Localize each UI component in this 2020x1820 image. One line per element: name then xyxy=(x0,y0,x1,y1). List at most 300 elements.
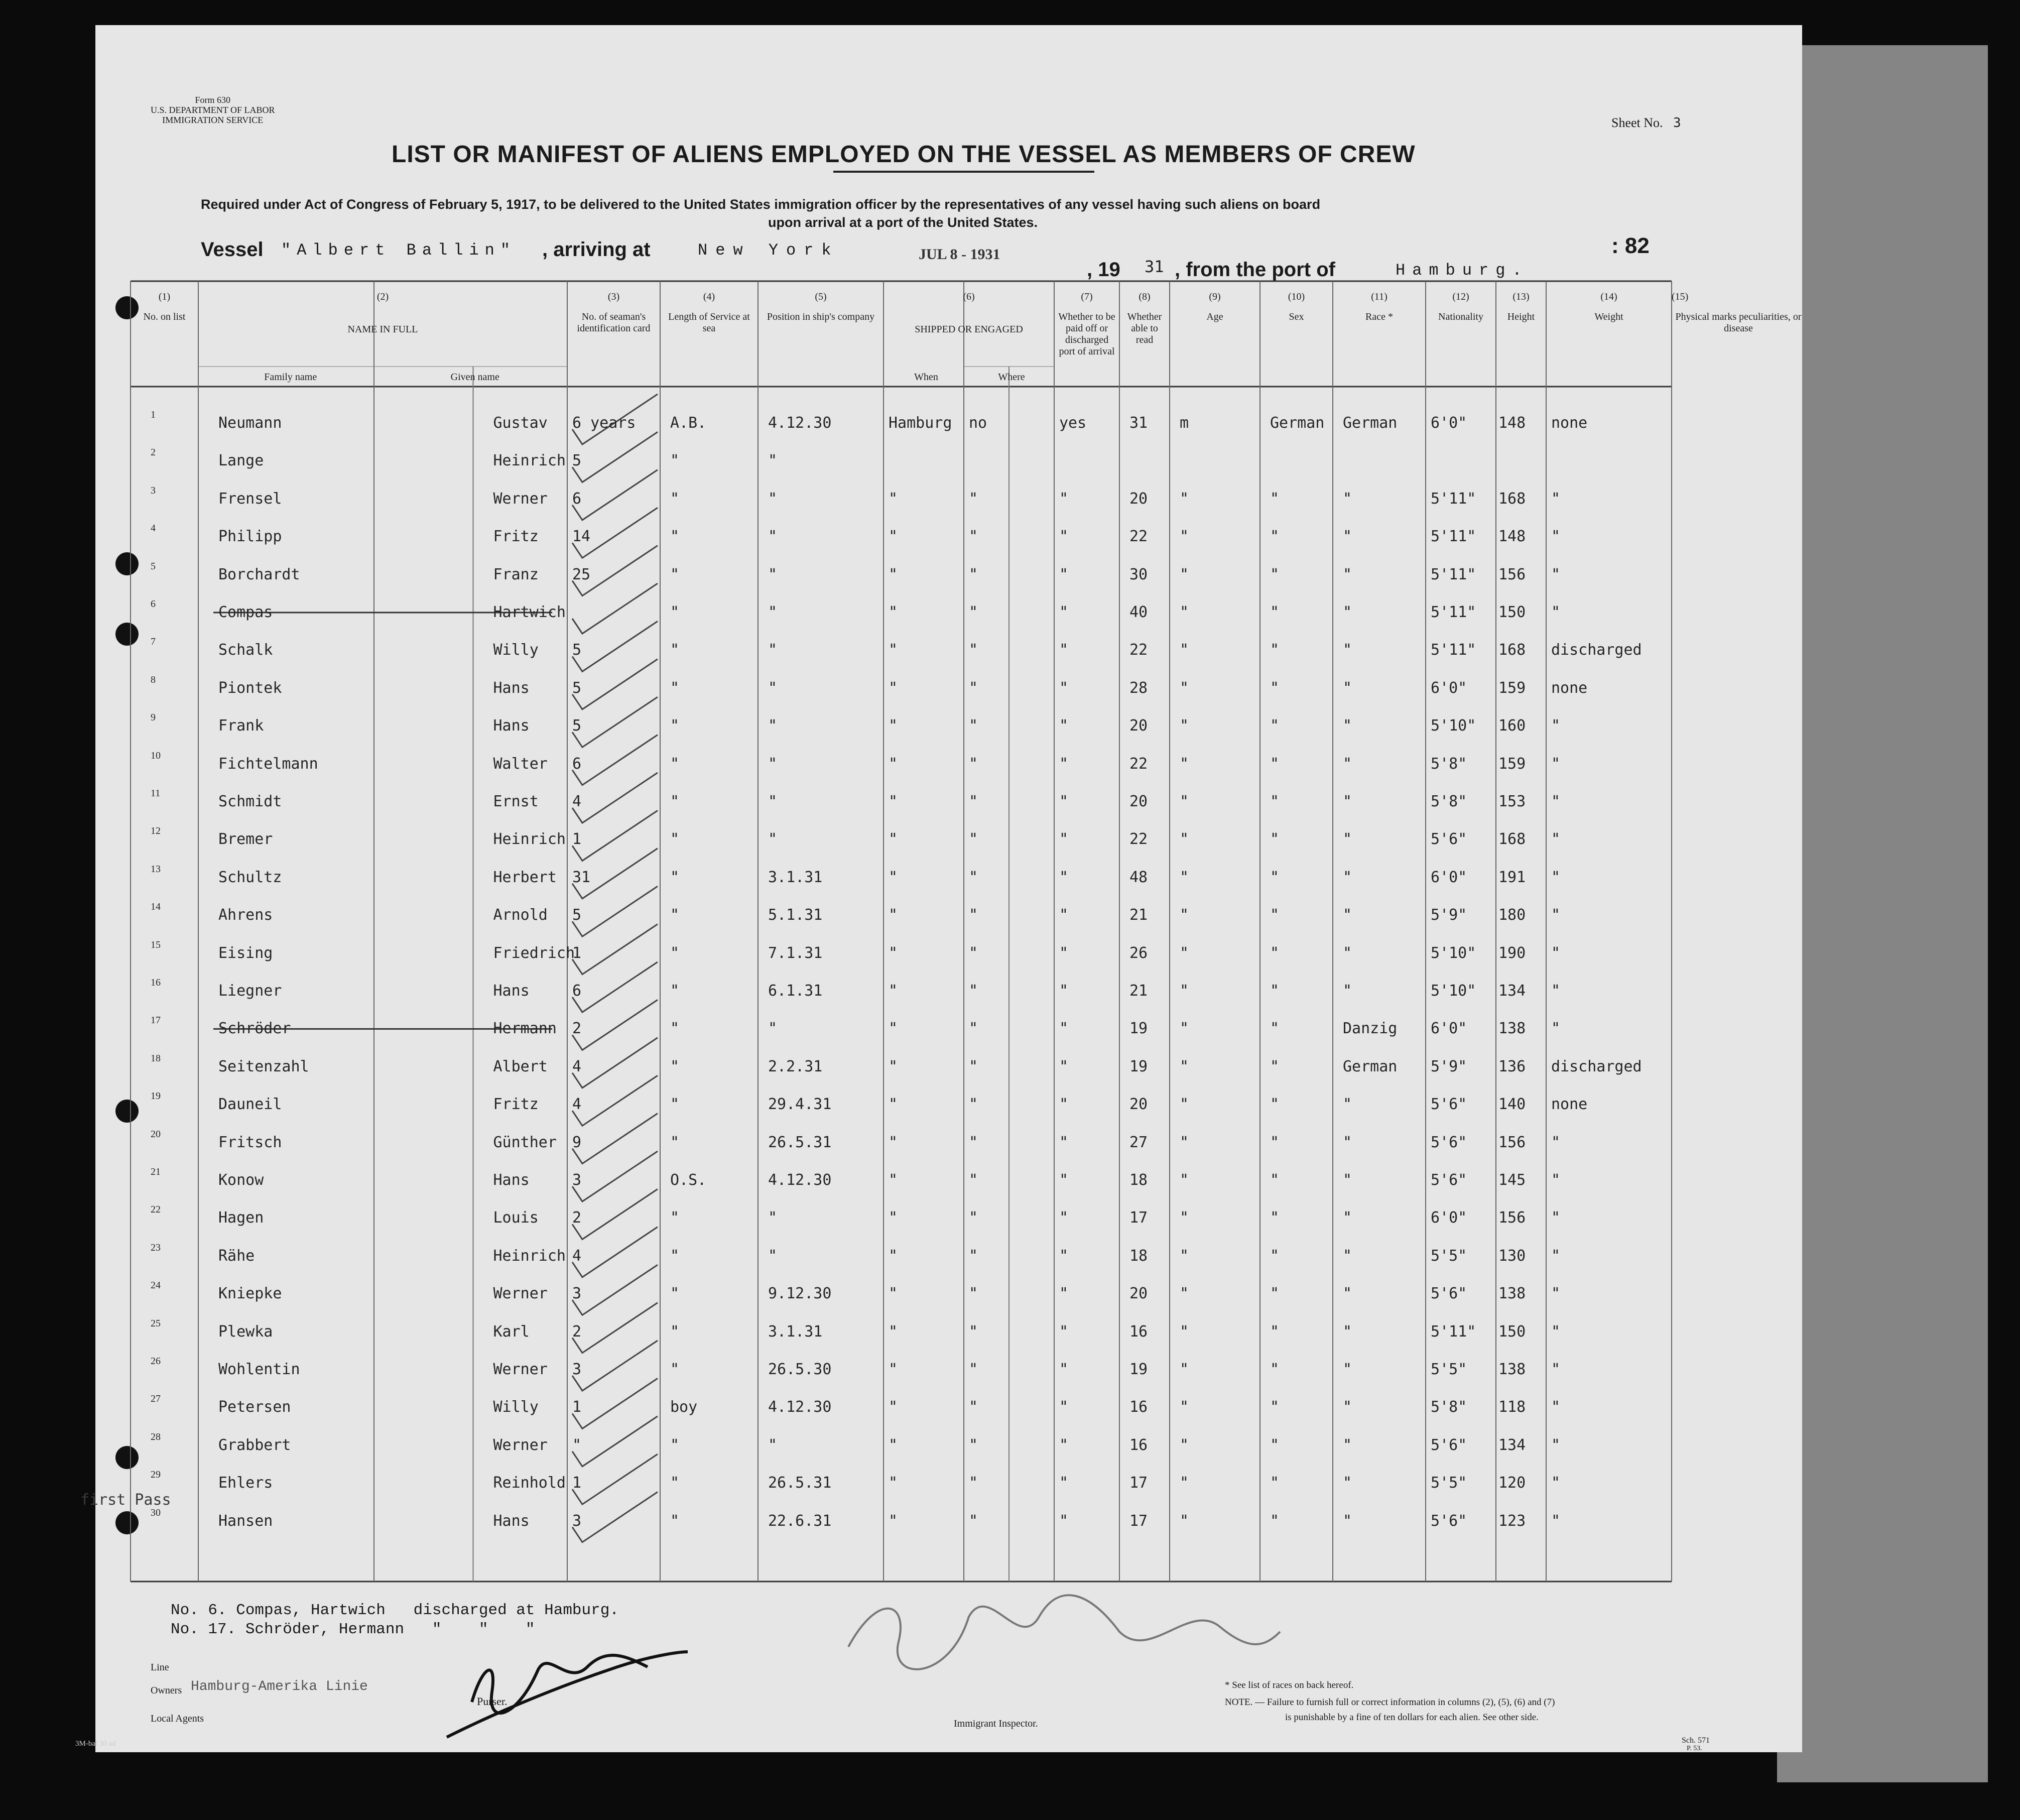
cell-sex: " xyxy=(1180,1361,1189,1378)
cell-paid: " xyxy=(969,1247,978,1265)
cell-age: 20 xyxy=(1129,717,1148,735)
cell-service: 5 xyxy=(572,641,582,659)
column-subheader: When xyxy=(914,372,938,383)
cell-weight: 123 xyxy=(1498,1512,1526,1530)
cell-height: 5'6" xyxy=(1431,1171,1467,1189)
cell-marks: " xyxy=(1551,1436,1561,1454)
cell-sex: " xyxy=(1180,1209,1189,1227)
cell-family: Fritsch xyxy=(218,1133,282,1151)
cell-position: " xyxy=(670,830,680,848)
cell-family: Ahrens xyxy=(218,906,273,924)
cell-marks: " xyxy=(1551,490,1561,508)
cell-read: " xyxy=(1059,641,1069,659)
cell-family: Neumann xyxy=(218,414,282,432)
cell-when: " xyxy=(768,528,778,546)
cell-sex: " xyxy=(1180,793,1189,810)
note-text-1: — Failure to furnish full or correct information in columns (2), (5), (6) and (7) xyxy=(1255,1697,1555,1708)
cell-weight: 120 xyxy=(1498,1474,1526,1492)
cell-height: 5'11" xyxy=(1431,1322,1476,1341)
cell-weight: 118 xyxy=(1498,1398,1526,1416)
cell-weight: 145 xyxy=(1498,1171,1526,1189)
column-header: No. of seaman's identification card xyxy=(577,311,651,334)
cell-service: 1 xyxy=(572,1398,582,1416)
cell-family: Fichtelmann xyxy=(218,755,318,773)
cell-position: " xyxy=(670,755,680,773)
cell-when: " xyxy=(768,755,778,773)
cell-when: 7.1.31 xyxy=(768,944,823,962)
cell-nationality: " xyxy=(1343,1436,1352,1454)
cell-given: Ernst xyxy=(493,793,539,810)
cell-position: A.B. xyxy=(670,414,707,432)
cell-paid: " xyxy=(969,1171,978,1189)
cell-paid: " xyxy=(969,1209,978,1227)
cell-given: Hans xyxy=(493,1171,530,1189)
checkmark-stroke xyxy=(572,773,658,823)
cell-race: " xyxy=(1270,1171,1280,1189)
cell-sex: " xyxy=(1180,1096,1189,1114)
cell-sex: " xyxy=(1180,982,1189,1000)
cell-paid: " xyxy=(969,717,978,735)
cell-sex: " xyxy=(1180,1171,1189,1189)
cell-marks: " xyxy=(1551,565,1561,583)
checkmark-stroke xyxy=(572,886,658,936)
cell-race: " xyxy=(1270,641,1280,659)
cell-height: 5'6" xyxy=(1431,1285,1467,1303)
column-header: Race * xyxy=(1365,311,1393,322)
cell-weight: 153 xyxy=(1498,793,1526,810)
checkmark-stroke xyxy=(572,1492,658,1542)
cell-when: " xyxy=(768,717,778,735)
column-header: Length of Service at sea xyxy=(668,311,750,334)
cell-nationality: " xyxy=(1343,1322,1352,1341)
cell-position: " xyxy=(670,1285,680,1303)
cell-service: 4 xyxy=(572,1247,582,1265)
cell-height: 5'9" xyxy=(1431,906,1467,924)
cell-read: " xyxy=(1059,679,1069,697)
cell-paid: " xyxy=(969,944,978,962)
owners-label: Owners xyxy=(151,1685,182,1696)
cell-position: " xyxy=(670,1020,680,1038)
cell-age: 17 xyxy=(1129,1512,1148,1530)
cell-position: " xyxy=(670,717,680,735)
cell-age: 22 xyxy=(1129,528,1148,546)
cell-nationality: " xyxy=(1343,1209,1352,1227)
cell-sex: " xyxy=(1180,868,1189,886)
cell-paid: " xyxy=(969,793,978,810)
column-header: Physical marks peculiarities, or disease xyxy=(1675,311,1802,334)
cell-race: " xyxy=(1270,1436,1280,1454)
cell-nationality: " xyxy=(1343,755,1352,773)
cell-where: " xyxy=(889,755,898,773)
cell-marks: " xyxy=(1551,1361,1561,1378)
cell-height: 5'6" xyxy=(1431,1436,1467,1454)
checkmark-stroke xyxy=(572,697,658,747)
cell-family: Hagen xyxy=(218,1209,264,1227)
cell-age: 16 xyxy=(1129,1398,1148,1416)
cell-nationality: " xyxy=(1343,1133,1352,1151)
cell-given: Hartwich xyxy=(493,603,566,621)
column-number: (15) xyxy=(1672,291,1689,302)
vessel-value: "Albert Ballin" xyxy=(281,241,517,260)
cell-nationality: German xyxy=(1343,1057,1398,1075)
cell-weight: 159 xyxy=(1498,679,1526,697)
cell-nationality: " xyxy=(1343,603,1352,621)
cell-age: 17 xyxy=(1129,1474,1148,1492)
cell-given: Willy xyxy=(493,641,539,659)
cell-race: " xyxy=(1270,1020,1280,1038)
form-number: Form 630 xyxy=(195,95,230,105)
footer-note-1: No. 6. Compas, Hartwich discharged at Hamburg. xyxy=(171,1602,619,1619)
cell-no: 26 xyxy=(151,1356,161,1367)
cell-age: 21 xyxy=(1129,906,1148,924)
cell-age: 19 xyxy=(1129,1057,1148,1075)
cell-when: 2.2.31 xyxy=(768,1057,823,1075)
cell-weight: 138 xyxy=(1498,1285,1526,1303)
cell-weight: 136 xyxy=(1498,1057,1526,1075)
cell-family: Schultz xyxy=(218,868,282,886)
cell-position: " xyxy=(670,1474,680,1492)
column-number: (8) xyxy=(1139,291,1151,302)
cell-height: 5'6" xyxy=(1431,1512,1467,1530)
cell-where: " xyxy=(889,1436,898,1454)
checkmark-stroke xyxy=(572,1189,658,1239)
cell-read: " xyxy=(1059,1474,1069,1492)
cell-weight: 134 xyxy=(1498,982,1526,1000)
purser-label: Purser. xyxy=(477,1695,508,1708)
column-subheader: Family name xyxy=(264,372,317,383)
footer-note-2: No. 17. Schröder, Hermann " " " xyxy=(171,1621,535,1638)
cell-no: 16 xyxy=(151,977,161,988)
column-number: (4) xyxy=(703,291,715,302)
cell-family: Hansen xyxy=(218,1512,273,1530)
cell-service: 2 xyxy=(572,1209,582,1227)
cell-where: " xyxy=(889,528,898,546)
cell-read: " xyxy=(1059,1285,1069,1303)
cell-service: 9 xyxy=(572,1133,582,1151)
cell-paid: " xyxy=(969,679,978,697)
cell-read: " xyxy=(1059,1398,1069,1416)
cell-height: 5'8" xyxy=(1431,755,1467,773)
cell-given: Hans xyxy=(493,679,530,697)
column-header: Height xyxy=(1507,311,1535,322)
cell-sex: " xyxy=(1180,1512,1189,1530)
cell-position: " xyxy=(670,1436,680,1454)
cell-position: O.S. xyxy=(670,1171,707,1189)
cell-nationality: " xyxy=(1343,528,1352,546)
cell-position: " xyxy=(670,1247,680,1265)
cell-read: " xyxy=(1059,565,1069,583)
cell-family: Seitenzahl xyxy=(218,1057,309,1075)
cell-marks: " xyxy=(1551,1322,1561,1341)
cell-race: " xyxy=(1270,830,1280,848)
cell-no: 2 xyxy=(151,447,156,458)
cell-marks: " xyxy=(1551,944,1561,962)
cell-no: 25 xyxy=(151,1317,161,1329)
cell-marks: " xyxy=(1551,982,1561,1000)
cell-height: 5'5" xyxy=(1431,1247,1467,1265)
cell-where: " xyxy=(889,1209,898,1227)
cell-no: 17 xyxy=(151,1015,161,1026)
cell-paid: " xyxy=(969,603,978,621)
cell-where: " xyxy=(889,944,898,962)
cell-where: " xyxy=(889,1512,898,1530)
checkmark-stroke xyxy=(572,1000,658,1050)
cell-family: Wohlentin xyxy=(218,1361,300,1378)
cell-weight: 148 xyxy=(1498,414,1526,432)
cell-weight: 156 xyxy=(1498,1133,1526,1151)
cell-paid: " xyxy=(969,1436,978,1454)
cell-no: 3 xyxy=(151,484,156,496)
cell-marks: none xyxy=(1551,414,1588,432)
column-number: (14) xyxy=(1600,291,1617,302)
cell-when: 26.5.31 xyxy=(768,1474,832,1492)
cell-paid: no xyxy=(969,414,987,432)
cell-where: " xyxy=(889,868,898,886)
cell-sex: " xyxy=(1180,1436,1189,1454)
cell-age: 19 xyxy=(1129,1361,1148,1378)
cell-race: " xyxy=(1270,1133,1280,1151)
inspector-label: Immigrant Inspector. xyxy=(954,1718,1038,1729)
cell-race: " xyxy=(1270,944,1280,962)
cell-age: 31 xyxy=(1129,414,1148,432)
cell-sex: " xyxy=(1180,717,1189,735)
cell-nationality: " xyxy=(1343,565,1352,583)
column-number: (13) xyxy=(1512,291,1530,302)
cell-family: Eising xyxy=(218,944,273,962)
cell-given: Herbert xyxy=(493,868,557,886)
cell-read: " xyxy=(1059,1436,1069,1454)
cell-position: " xyxy=(670,868,680,886)
cell-weight: 168 xyxy=(1498,490,1526,508)
cell-paid: " xyxy=(969,868,978,886)
cell-service: 3 xyxy=(572,1512,582,1530)
cell-paid: " xyxy=(969,1512,978,1530)
cell-weight: 140 xyxy=(1498,1096,1526,1114)
checkmark-stroke xyxy=(572,621,658,671)
checkmark-stroke xyxy=(572,1227,658,1277)
column-number: (11) xyxy=(1371,291,1387,302)
checkmark-stroke xyxy=(572,470,658,520)
cell-age: 40 xyxy=(1129,603,1148,621)
cell-marks: " xyxy=(1551,603,1561,621)
cell-position: " xyxy=(670,641,680,659)
cell-position: " xyxy=(670,1361,680,1378)
cell-when: " xyxy=(768,641,778,659)
cell-where: " xyxy=(889,1474,898,1492)
cell-paid: " xyxy=(969,1398,978,1416)
cell-no: 27 xyxy=(151,1393,161,1405)
cell-no: 8 xyxy=(151,674,156,685)
cell-marks: " xyxy=(1551,755,1561,773)
cell-position: boy xyxy=(670,1398,698,1416)
cell-where: " xyxy=(889,1285,898,1303)
cell-paid: " xyxy=(969,1474,978,1492)
cell-family: Bremer xyxy=(218,830,273,848)
cell-height: 5'6" xyxy=(1431,830,1467,848)
cell-read: " xyxy=(1059,944,1069,962)
checkmark-stroke xyxy=(572,810,658,861)
note-line-1 xyxy=(1225,1697,1555,1708)
cell-where: " xyxy=(889,1322,898,1341)
cell-marks: none xyxy=(1551,679,1588,697)
cell-position: " xyxy=(670,565,680,583)
cell-read: " xyxy=(1059,1247,1069,1265)
checkmark-stroke xyxy=(572,583,658,634)
cell-age: 20 xyxy=(1129,490,1148,508)
cell-read: " xyxy=(1059,793,1069,810)
cell-service: 1 xyxy=(572,1474,582,1492)
cell-read: " xyxy=(1059,1209,1069,1227)
cell-no: 9 xyxy=(151,712,156,723)
column-header: Weight xyxy=(1594,311,1623,322)
cell-when: 5.1.31 xyxy=(768,906,823,924)
cell-height: 5'11" xyxy=(1431,641,1476,659)
cell-read: " xyxy=(1059,1020,1069,1038)
cell-family: Philipp xyxy=(218,528,282,546)
cell-weight: 150 xyxy=(1498,1322,1526,1341)
cell-sex: " xyxy=(1180,679,1189,697)
cell-sex: " xyxy=(1180,1322,1189,1341)
column-number: (2) xyxy=(376,291,389,302)
checkmark-stroke xyxy=(572,1416,658,1467)
cell-given: Werner xyxy=(493,1285,548,1303)
cell-read: " xyxy=(1059,906,1069,924)
cell-service: 2 xyxy=(572,1020,582,1038)
cell-service: 31 xyxy=(572,868,591,886)
cell-read: " xyxy=(1059,1171,1069,1189)
cell-weight: 138 xyxy=(1498,1361,1526,1378)
cell-position: " xyxy=(670,603,680,621)
cell-no: 4 xyxy=(151,523,156,534)
subtitle-line-2: upon arrival at a port of the United States. xyxy=(768,215,1038,230)
cell-nationality: " xyxy=(1343,717,1352,735)
cell-height: 5'5" xyxy=(1431,1361,1467,1378)
page-title: LIST OR MANIFEST OF ALIENS EMPLOYED ON THE VESSEL AS MEMBERS OF CREW xyxy=(392,141,1416,168)
checkmark-stroke xyxy=(572,924,658,975)
cell-age: 19 xyxy=(1129,1020,1148,1038)
cell-no: 18 xyxy=(151,1052,161,1064)
cell-sex: " xyxy=(1180,528,1189,546)
manifest-sheet xyxy=(75,25,1802,1752)
column-number: (10) xyxy=(1288,291,1305,302)
cell-given: Albert xyxy=(493,1057,548,1075)
cell-service: 6 years xyxy=(572,414,636,432)
cell-paid: " xyxy=(969,1133,978,1151)
cell-age: 16 xyxy=(1129,1322,1148,1341)
cell-given: Franz xyxy=(493,565,539,583)
cell-position: " xyxy=(670,452,680,470)
cell-sex: " xyxy=(1180,1247,1189,1265)
cell-age: 26 xyxy=(1129,944,1148,962)
column-header: Position in ship's company xyxy=(767,311,875,322)
cell-nationality: " xyxy=(1343,1512,1352,1530)
cell-age: 16 xyxy=(1129,1436,1148,1454)
cell-marks: " xyxy=(1551,1133,1561,1151)
cell-sex: " xyxy=(1180,1285,1189,1303)
date-stamp: JUL 8 - 1931 xyxy=(919,246,1000,263)
cell-service: 6 xyxy=(572,982,582,1000)
cell-race: " xyxy=(1270,1209,1280,1227)
vessel-label: Vessel xyxy=(201,238,264,261)
cell-race: " xyxy=(1270,755,1280,773)
cell-position: " xyxy=(670,1209,680,1227)
cell-weight: 156 xyxy=(1498,1209,1526,1227)
cell-nationality: " xyxy=(1343,944,1352,962)
checkmark-stroke xyxy=(572,432,658,482)
cell-nationality: " xyxy=(1343,793,1352,810)
cell-age: 22 xyxy=(1129,755,1148,773)
cell-sex: " xyxy=(1180,603,1189,621)
cell-nationality: " xyxy=(1343,679,1352,697)
cell-given: Hermann xyxy=(493,1020,557,1038)
cell-given: Willy xyxy=(493,1398,539,1416)
cell-weight: 168 xyxy=(1498,830,1526,848)
cell-when: 4.12.30 xyxy=(768,1398,832,1416)
cell-family: Konow xyxy=(218,1171,264,1189)
year-value: 31 xyxy=(1145,257,1164,276)
cell-sex: " xyxy=(1180,1474,1189,1492)
column-header: Whether able to read xyxy=(1127,311,1162,345)
cell-paid: " xyxy=(969,641,978,659)
cell-weight: 130 xyxy=(1498,1247,1526,1265)
cell-age: 30 xyxy=(1129,565,1148,583)
cell-nationality: " xyxy=(1343,830,1352,848)
cell-where: " xyxy=(889,565,898,583)
cell-service: " xyxy=(572,1436,582,1454)
cell-weight: 134 xyxy=(1498,1436,1526,1454)
column-number: (12) xyxy=(1452,291,1469,302)
column-header: SHIPPED OR ENGAGED xyxy=(915,324,1023,335)
cell-nationality: " xyxy=(1343,1361,1352,1378)
cell-no: 10 xyxy=(151,750,161,761)
cell-race: " xyxy=(1270,1057,1280,1075)
cell-when: 4.12.30 xyxy=(768,1171,832,1189)
cell-given: Gustav xyxy=(493,414,548,432)
cell-nationality: " xyxy=(1343,1474,1352,1492)
cell-given: Werner xyxy=(493,1436,548,1454)
column-subheader: Given name xyxy=(450,372,499,383)
cell-given: Hans xyxy=(493,1512,530,1530)
cell-family: Borchardt xyxy=(218,565,300,583)
column-header: No. on list xyxy=(143,311,186,322)
cell-age: 18 xyxy=(1129,1247,1148,1265)
cell-service: 4 xyxy=(572,793,582,810)
cell-given: Reinhold xyxy=(493,1474,566,1492)
cell-no: 13 xyxy=(151,863,161,875)
cell-no: 19 xyxy=(151,1090,161,1102)
cell-no: 5 xyxy=(151,560,156,572)
cell-given: Fritz xyxy=(493,528,539,546)
cell-height: 5'11" xyxy=(1431,490,1476,508)
cell-family: Schalk xyxy=(218,641,273,659)
cell-no: 22 xyxy=(151,1204,161,1216)
page-code: P. 53. xyxy=(1687,1745,1702,1752)
cell-family: Ehlers xyxy=(218,1474,273,1492)
races-note: * See list of races on back hereof. xyxy=(1225,1680,1354,1690)
cell-height: 5'11" xyxy=(1431,603,1476,621)
cell-service: 6 xyxy=(572,490,582,508)
service: IMMIGRATION SERVICE xyxy=(162,114,264,125)
cell-no: 21 xyxy=(151,1166,161,1177)
cell-where: Hamburg xyxy=(889,414,952,432)
cell-race: " xyxy=(1270,982,1280,1000)
cell-paid: " xyxy=(969,830,978,848)
cell-when: " xyxy=(768,1247,778,1265)
cell-paid: " xyxy=(969,528,978,546)
cell-sex: " xyxy=(1180,1398,1189,1416)
sheet-label: Sheet No. xyxy=(1611,115,1663,130)
cell-read: " xyxy=(1059,755,1069,773)
